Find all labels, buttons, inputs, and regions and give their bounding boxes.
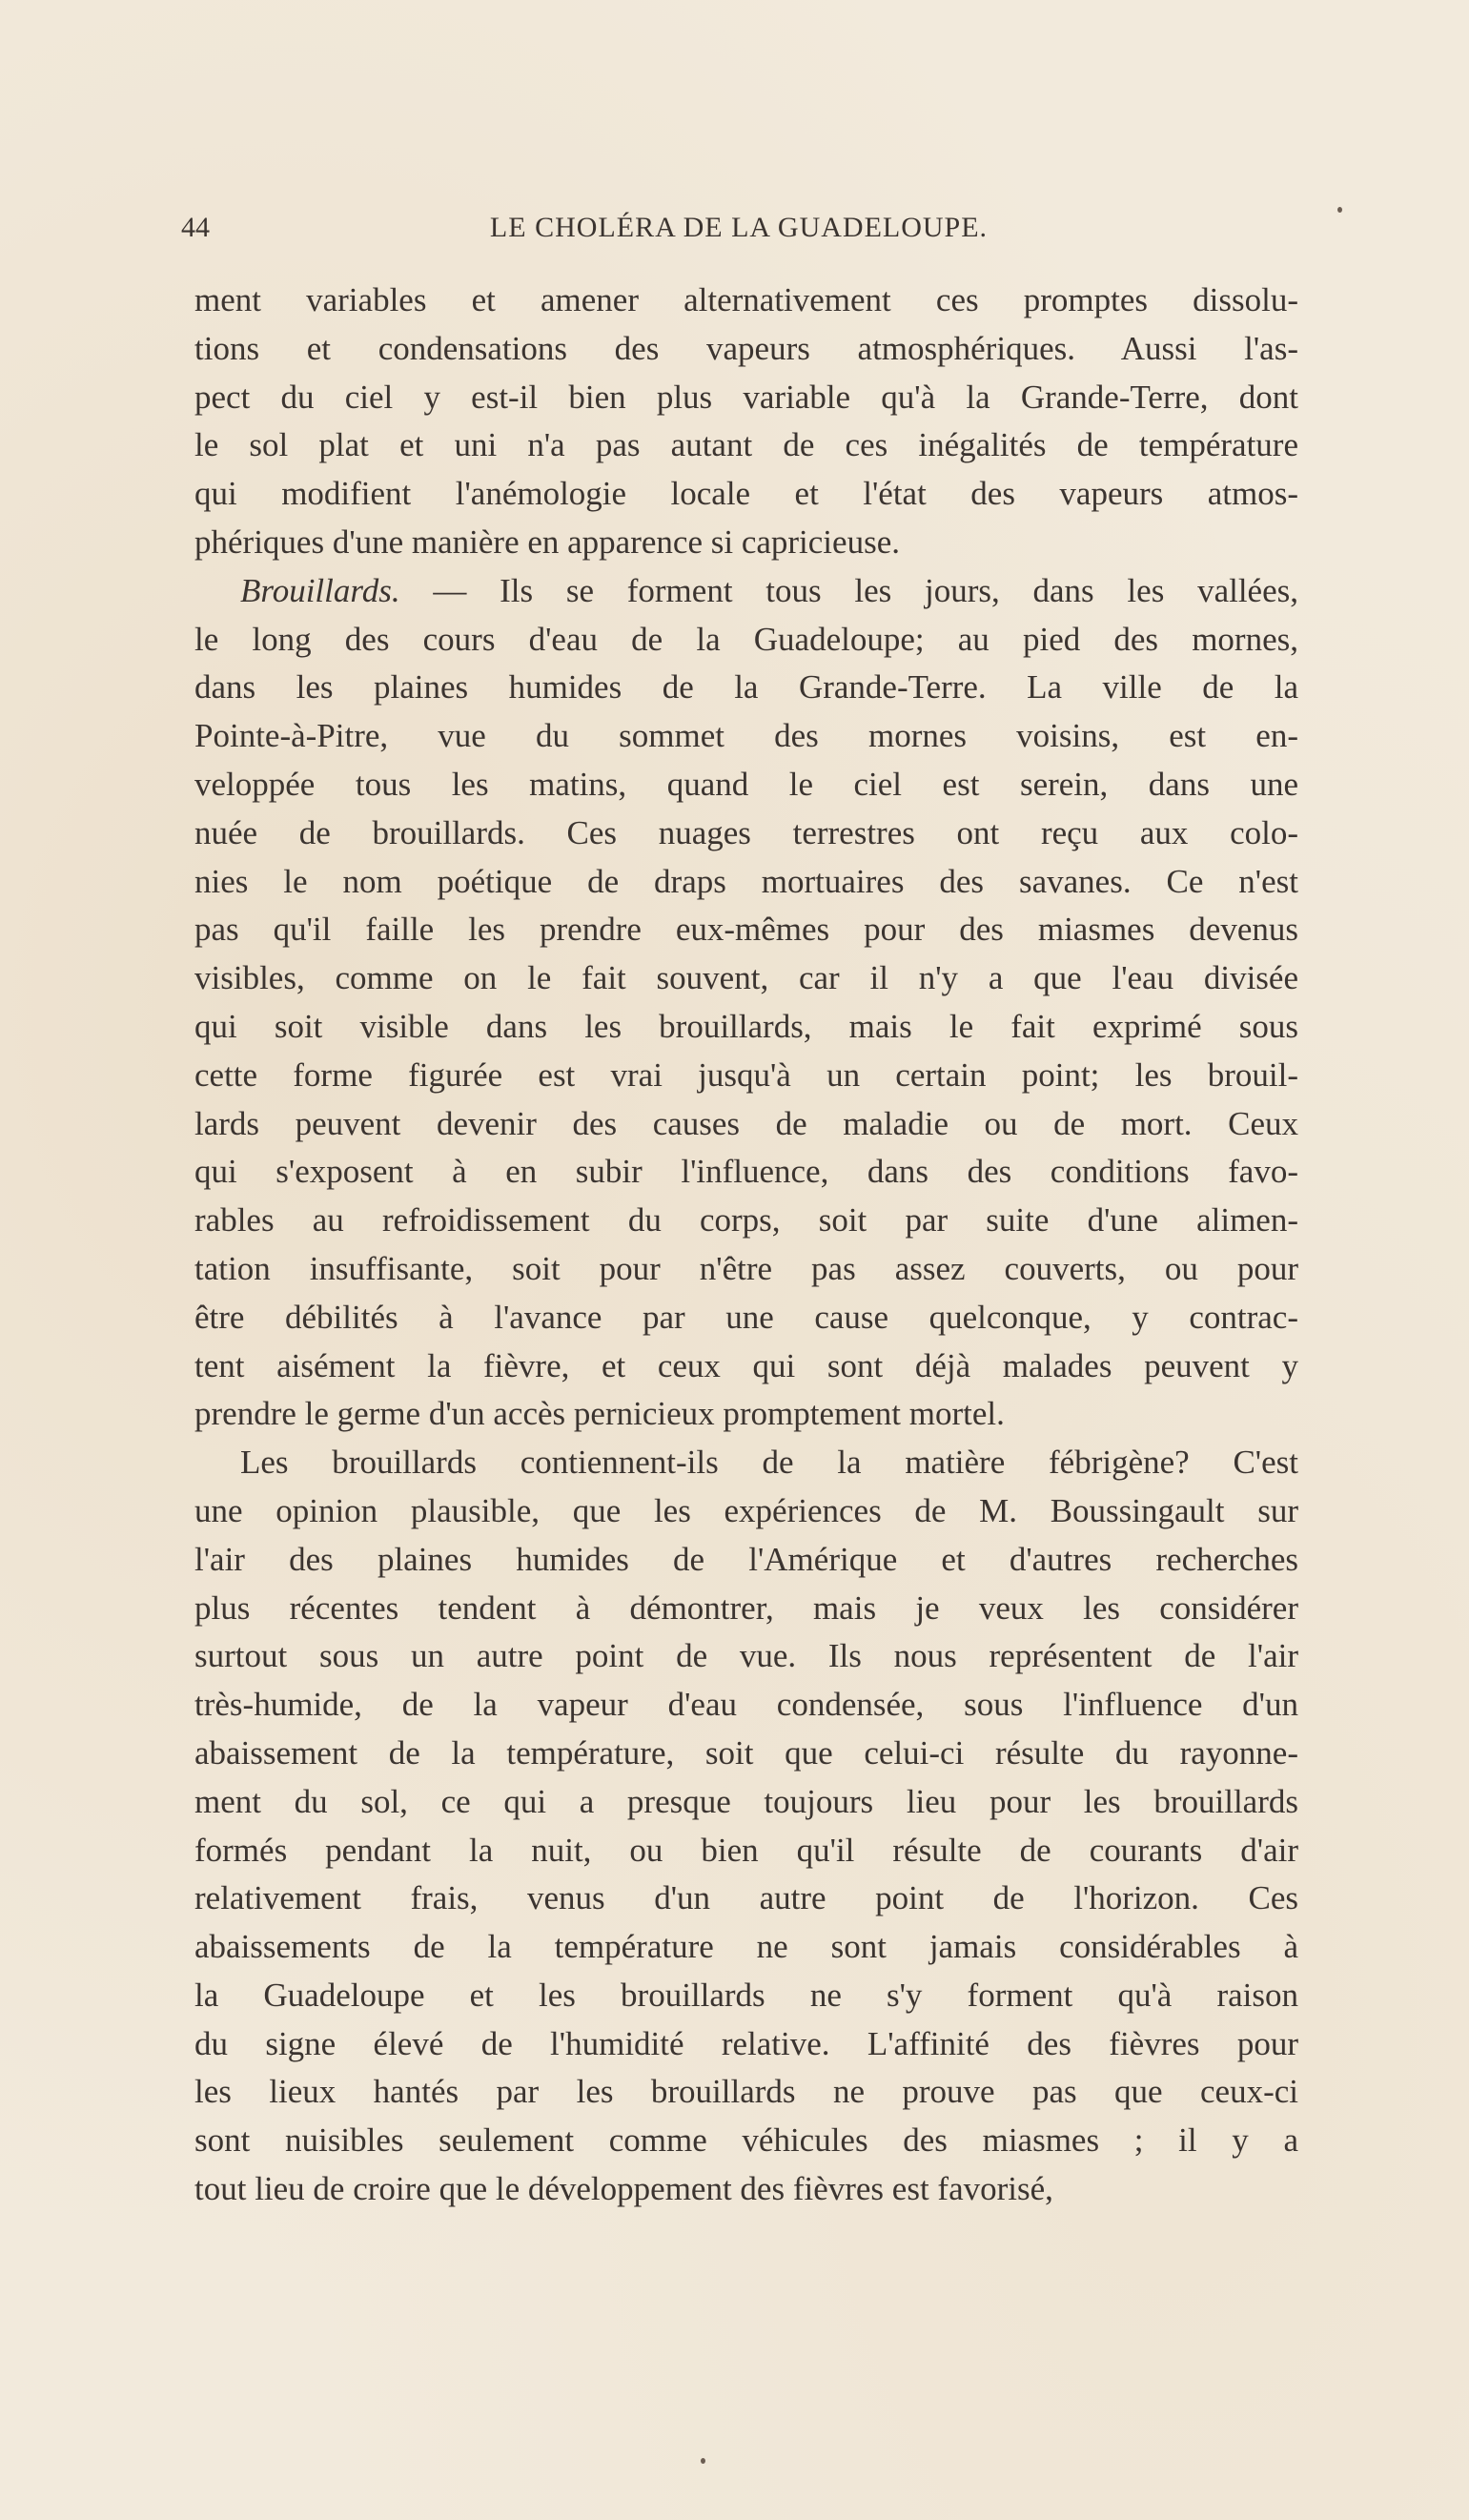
line-text: l'air des plaines humides de l'Amérique et d'autres recherches — [194, 1540, 1298, 1578]
line-text: ment variables et amener alternativement ces promptes dissolu- — [194, 281, 1298, 318]
line-text: tation insuffisante, soit pour n'être pas assez couverts, ou pour — [194, 1249, 1298, 1287]
line-text: rables au refroidissement du corps, soit par suite d'une alimen- — [194, 1201, 1298, 1240]
line-text: nies le nom poétique de draps mortuaires des savanes. Ce n'est — [194, 862, 1298, 900]
text-line — [194, 1487, 1298, 1536]
text-line — [194, 1632, 1298, 1681]
line-text: prendre le germe d'un accès pernicieux promptement mortel. — [194, 1395, 1005, 1433]
line-text: lards peuvent devenir des causes de maladie ou de mort. Ceux — [194, 1104, 1298, 1142]
section-heading-italic: Brouillards. — [240, 571, 400, 609]
line-text: tions et condensations des vapeurs atmosphériques. Aussi l'as- — [194, 329, 1298, 367]
line-text: le long des cours d'eau de la Guadeloupe; au pied des mornes, — [194, 620, 1298, 658]
line-text: être débilités à l'avance par une cause quelconque, y contrac- — [194, 1298, 1298, 1336]
line-text: Pointe-à-Pitre, vue du sommet des mornes voisins, est en- — [194, 717, 1298, 755]
line-text: le sol plat et uni n'a pas autant de ces inégalités de température — [194, 426, 1298, 464]
line-text: abaissements de la température ne sont jamais considérables à — [194, 1928, 1298, 1966]
line-text: très-humide, de la vapeur d'eau condensée, sous l'influence d'un — [194, 1686, 1298, 1724]
text-line — [194, 519, 1298, 567]
text-line — [194, 858, 1298, 907]
body-text — [194, 277, 1298, 2214]
text-line — [194, 1585, 1298, 1633]
paragraph — [194, 1439, 1298, 2214]
text-line — [194, 2068, 1298, 2117]
text-line — [194, 954, 1298, 1003]
page-number: 44 — [181, 212, 210, 243]
text-line — [194, 421, 1298, 470]
line-text: du signe élevé de l'humidité relative. L'affinité des fièvres pour — [194, 2024, 1298, 2062]
line-text: sont nuisibles seulement comme véhicules des miasmes ; il y a — [194, 2121, 1298, 2160]
line-text: abaissement de la température, soit que celui-ci résulte du rayonne- — [194, 1733, 1298, 1772]
text-line — [194, 1972, 1298, 2020]
line-text: pas qu'il faille les prendre eux-mêmes pour des miasmes devenus — [194, 911, 1298, 949]
text-line — [194, 1100, 1298, 1149]
line-text: phériques d'une manière en apparence si capricieuse. — [194, 522, 900, 561]
paragraph — [194, 567, 1298, 1439]
line-text: surtout sous un autre point de vue. Ils nous représentent de l'air — [194, 1637, 1298, 1675]
text-line — [194, 1681, 1298, 1730]
ink-speck — [701, 2458, 705, 2464]
line-text: qui modifient l'anémologie locale et l'état des vapeurs atmos- — [194, 475, 1298, 513]
text-line — [194, 1294, 1298, 1342]
text-line — [194, 809, 1298, 858]
text-line — [194, 1923, 1298, 1972]
line-text: une opinion plausible, que les expériences de M. Boussingault sur — [194, 1491, 1298, 1529]
ink-speck — [1337, 207, 1342, 213]
text-line — [194, 2020, 1298, 2069]
line-text: tout lieu de croire que le développement des fièvres est favorisé, — [194, 2170, 1053, 2208]
line-text: visibles, comme on le fait souvent, car il n'y a que l'eau divisée — [194, 959, 1298, 997]
text-line — [194, 374, 1298, 422]
text-line — [194, 1730, 1298, 1778]
line-text: plus récentes tendent à démontrer, mais je veux les considérer — [194, 1588, 1298, 1627]
paragraph — [194, 277, 1298, 567]
text-line — [194, 1390, 1298, 1439]
text-line — [194, 2117, 1298, 2165]
text-line — [194, 1778, 1298, 1827]
text-line — [194, 1536, 1298, 1585]
text-line — [194, 1148, 1298, 1197]
running-head — [181, 212, 1296, 250]
line-text: formés pendant la nuit, ou bien qu'il résulte de courants d'air — [194, 1831, 1298, 1869]
line-text: dans les plaines humides de la Grande-Terre. La ville de la — [194, 668, 1298, 707]
line-text: qui s'exposent à en subir l'influence, dans des conditions favo- — [194, 1153, 1298, 1191]
line-text: — Ils se forment tous les jours, dans les vallées, — [399, 571, 1298, 609]
text-line — [194, 1875, 1298, 1923]
line-text: les lieux hantés par les brouillards ne prouve pas que ceux-ci — [194, 2073, 1298, 2111]
line-text: nuée de brouillards. Ces nuages terrestres ont reçu aux colo- — [194, 813, 1298, 851]
line-text: tent aisément la fièvre, et ceux qui sont déjà malades peuvent y — [194, 1346, 1298, 1384]
line-text: veloppée tous les matins, quand le ciel est serein, dans une — [194, 765, 1298, 803]
running-title: LE CHOLÉRA DE LA GUADELOUPE. — [489, 212, 989, 243]
text-line — [194, 616, 1298, 665]
text-line — [194, 567, 1298, 616]
text-line — [194, 1052, 1298, 1100]
text-line — [194, 1197, 1298, 1245]
text-line — [194, 2165, 1298, 2214]
line-text: Les brouillards contiennent-ils de la matière fébrigène? C'est — [240, 1444, 1298, 1482]
line-text: qui soit visible dans les brouillards, mais le fait exprimé sous — [194, 1007, 1298, 1045]
text-line — [194, 1245, 1298, 1294]
text-line — [194, 277, 1298, 325]
text-line — [194, 1342, 1298, 1391]
text-line — [194, 1003, 1298, 1052]
text-line — [194, 1827, 1298, 1875]
line-text: relativement frais, venus d'un autre point de l'horizon. Ces — [194, 1879, 1298, 1917]
line-text: la Guadeloupe et les brouillards ne s'y forment qu'à raison — [194, 1976, 1298, 2014]
text-line — [194, 664, 1298, 712]
text-line — [194, 712, 1298, 761]
line-text: ment du sol, ce qui a presque toujours lieu pour les brouillards — [194, 1782, 1298, 1820]
text-line — [194, 906, 1298, 954]
line-text: cette forme figurée est vrai jusqu'à un certain point; les brouil- — [194, 1055, 1298, 1094]
line-text: pect du ciel y est-il bien plus variable qu'à la Grande-Terre, dont — [194, 378, 1298, 416]
text-line — [194, 1439, 1298, 1487]
text-line — [194, 470, 1298, 519]
text-line — [194, 325, 1298, 374]
text-line — [194, 761, 1298, 809]
